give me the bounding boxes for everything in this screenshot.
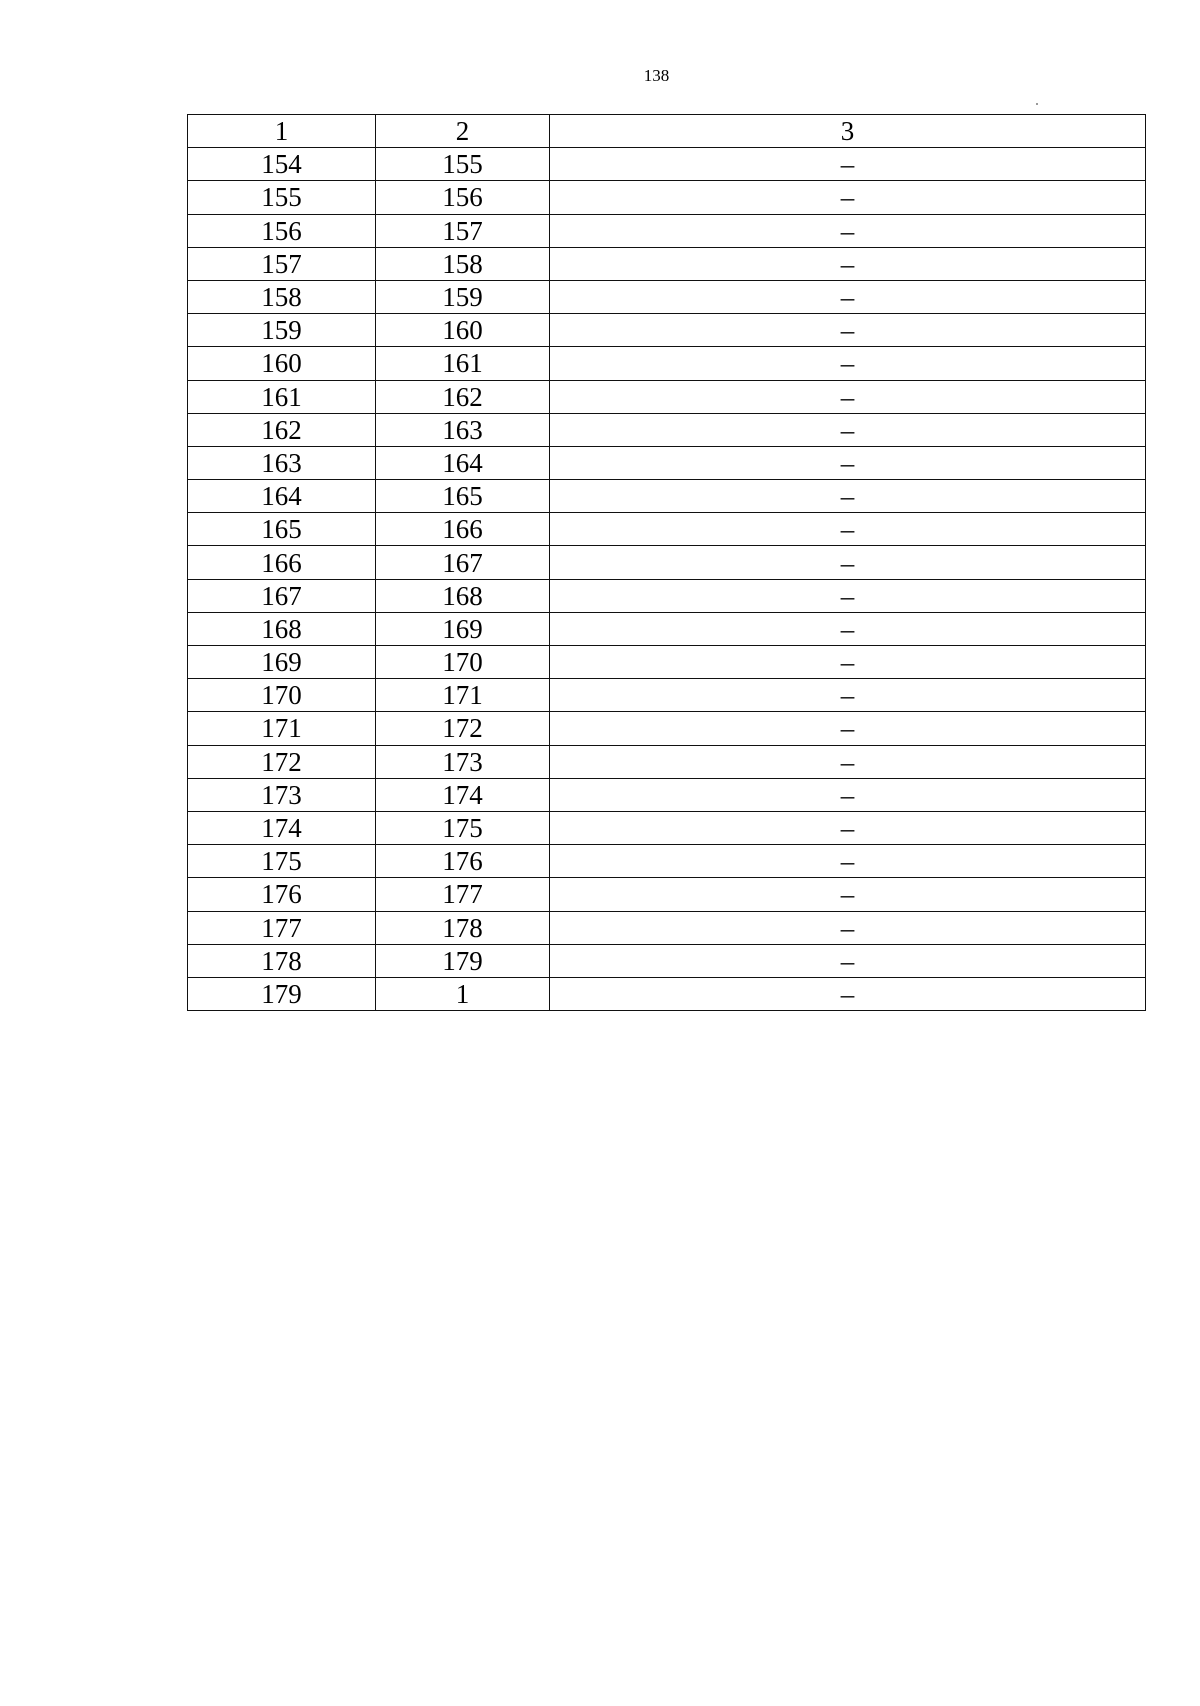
table-row (188, 845, 1146, 878)
table-cell: – (550, 446, 1146, 479)
table-cell: 169 (188, 646, 376, 679)
table-cell: 159 (188, 314, 376, 347)
table-header-row (188, 115, 1146, 148)
table-cell: 162 (188, 413, 376, 446)
table-cell: 172 (188, 745, 376, 778)
table-cell: 168 (188, 612, 376, 645)
table-row (188, 148, 1146, 181)
scan-artifact-dot (1036, 103, 1038, 105)
table-row (188, 977, 1146, 1010)
table-cell: – (550, 380, 1146, 413)
table-cell: 157 (188, 247, 376, 280)
table-cell: 160 (188, 347, 376, 380)
table-row (188, 778, 1146, 811)
table-cell: 167 (376, 546, 550, 579)
table-row (188, 280, 1146, 313)
table-cell: 161 (188, 380, 376, 413)
table-cell: – (550, 148, 1146, 181)
table-cell: 178 (188, 944, 376, 977)
table-cell: – (550, 878, 1146, 911)
table-cell: 160 (376, 314, 550, 347)
table-row (188, 712, 1146, 745)
table-cell: 177 (188, 911, 376, 944)
table-cell: 176 (376, 845, 550, 878)
table-cell: 158 (376, 247, 550, 280)
table-row (188, 380, 1146, 413)
table-row (188, 878, 1146, 911)
table-cell: 167 (188, 579, 376, 612)
table-cell: 171 (376, 679, 550, 712)
table-cell: – (550, 214, 1146, 247)
table-cell: 155 (376, 148, 550, 181)
table-cell: 163 (188, 446, 376, 479)
table-body (188, 115, 1146, 1011)
table-cell: 176 (188, 878, 376, 911)
table-row (188, 247, 1146, 280)
table-cell: – (550, 247, 1146, 280)
table-cell: 164 (188, 480, 376, 513)
table-row (188, 513, 1146, 546)
table-cell: – (550, 679, 1146, 712)
table-cell: 155 (188, 181, 376, 214)
column-header: 1 (188, 115, 376, 148)
table-row (188, 480, 1146, 513)
table-cell: 162 (376, 380, 550, 413)
table-cell: – (550, 513, 1146, 546)
table-row (188, 314, 1146, 347)
table-cell: – (550, 977, 1146, 1010)
table-cell: 173 (188, 778, 376, 811)
column-header: 2 (376, 115, 550, 148)
table-cell: – (550, 612, 1146, 645)
table-cell: – (550, 745, 1146, 778)
table-cell: 175 (376, 811, 550, 844)
table-cell: – (550, 845, 1146, 878)
table-row (188, 911, 1146, 944)
table-cell: – (550, 911, 1146, 944)
table-cell: 172 (376, 712, 550, 745)
table-cell: – (550, 546, 1146, 579)
table-cell: 174 (376, 778, 550, 811)
table-cell: 168 (376, 579, 550, 612)
table-cell: – (550, 646, 1146, 679)
table-cell: 166 (376, 513, 550, 546)
table-cell: 159 (376, 280, 550, 313)
column-header: 3 (550, 115, 1146, 148)
table-cell: 166 (188, 546, 376, 579)
table-cell: 163 (376, 413, 550, 446)
table-cell: 179 (376, 944, 550, 977)
table-cell: 171 (188, 712, 376, 745)
table-row (188, 612, 1146, 645)
table-cell: 165 (188, 513, 376, 546)
table-row (188, 745, 1146, 778)
table-cell: – (550, 944, 1146, 977)
table-cell: – (550, 413, 1146, 446)
table-cell: – (550, 480, 1146, 513)
page-number: 138 (643, 66, 670, 85)
table-cell: – (550, 778, 1146, 811)
table-row (188, 347, 1146, 380)
table-cell: 175 (188, 845, 376, 878)
table-cell: 174 (188, 811, 376, 844)
table-row (188, 181, 1146, 214)
table-row (188, 679, 1146, 712)
table-row (188, 446, 1146, 479)
table-cell: 173 (376, 745, 550, 778)
table-row (188, 546, 1146, 579)
table-cell: 170 (376, 646, 550, 679)
table-row (188, 579, 1146, 612)
table-cell: 178 (376, 911, 550, 944)
table-cell: 158 (188, 280, 376, 313)
table-cell: 164 (376, 446, 550, 479)
table-cell: 154 (188, 148, 376, 181)
table-row (188, 646, 1146, 679)
data-table (187, 114, 1146, 1011)
table-row (188, 944, 1146, 977)
table-cell: 161 (376, 347, 550, 380)
table-cell: 169 (376, 612, 550, 645)
table-cell: – (550, 347, 1146, 380)
table-cell: – (550, 712, 1146, 745)
table-cell: – (550, 314, 1146, 347)
table-cell: 157 (376, 214, 550, 247)
table-row (188, 413, 1146, 446)
table-cell: 156 (188, 214, 376, 247)
table-cell: – (550, 811, 1146, 844)
table-row (188, 811, 1146, 844)
table-cell: 165 (376, 480, 550, 513)
table-cell: 170 (188, 679, 376, 712)
table-row (188, 214, 1146, 247)
table-cell: 179 (188, 977, 376, 1010)
table-cell: 156 (376, 181, 550, 214)
table-cell: – (550, 280, 1146, 313)
table-cell: 1 (376, 977, 550, 1010)
table-cell: – (550, 181, 1146, 214)
table-cell: 177 (376, 878, 550, 911)
table-cell: – (550, 579, 1146, 612)
